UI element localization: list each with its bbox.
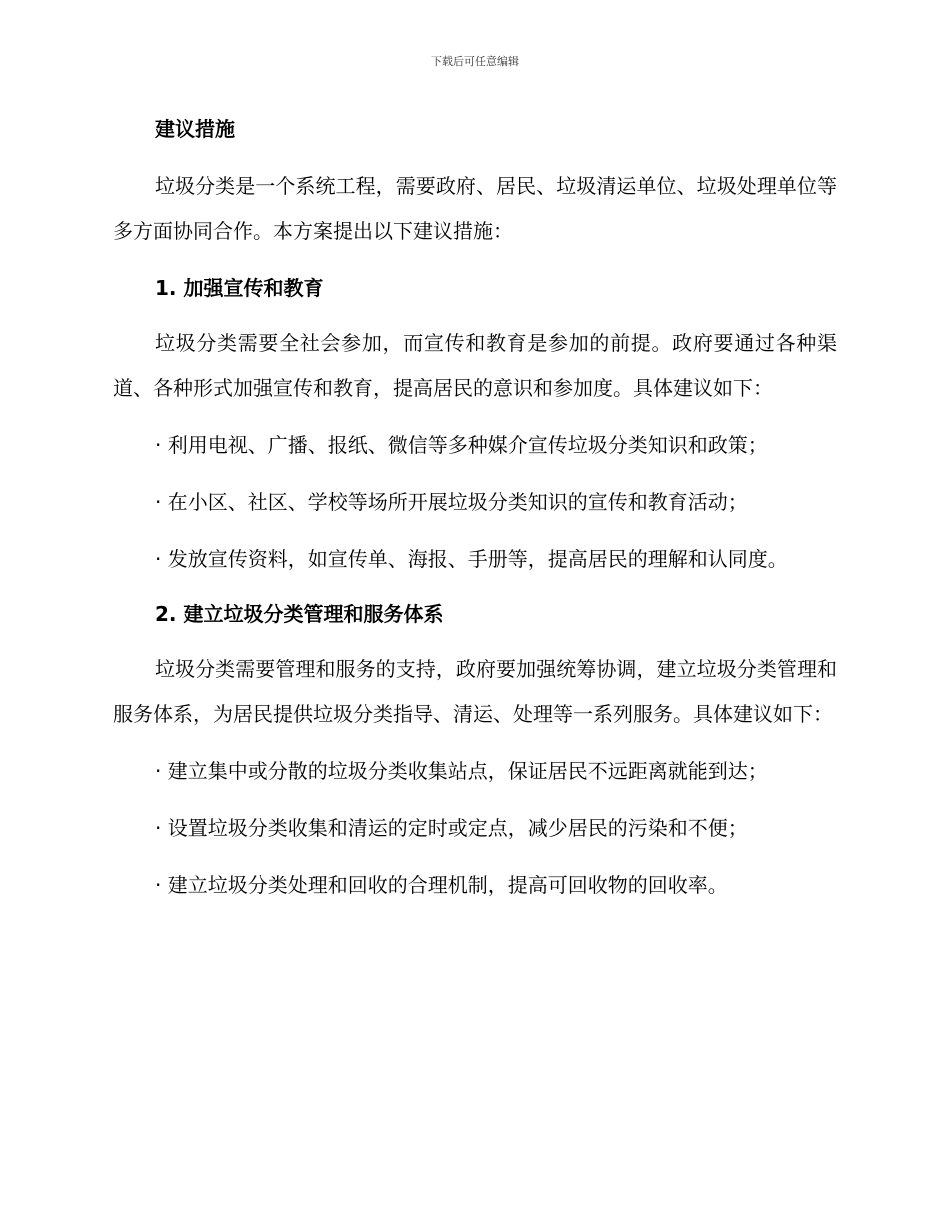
page-header: 下载后可任意编辑 <box>431 55 519 68</box>
section-2-bullet: · 建立垃圾分类处理和回收的合理机制，提高可回收物的回收率。 <box>155 873 728 897</box>
section-2-paragraph: 垃圾分类需要管理和服务的支持，政府要加强统筹协调，建立垃圾分类管理和服务体系，为居民提供垃圾分类指导、清运、处理等一系列服务。具体建议如下： <box>113 657 837 726</box>
section-1-bullet: · 发放宣传资料，如宣传单、海报、手册等，提高居民的理解和认同度。 <box>155 547 788 571</box>
section-2-heading: 2. 建立垃圾分类管理和服务体系 <box>155 602 444 626</box>
section-title: 建议措施 <box>155 117 235 141</box>
section-1-bullet: · 在小区、社区、学校等场所开展垃圾分类知识的宣传和教育活动； <box>155 490 748 514</box>
intro-paragraph: 垃圾分类是一个系统工程，需要政府、居民、垃圾清运单位、垃圾处理单位等多方面协同合作。本方案提出以下建议措施： <box>113 174 837 243</box>
section-1-heading: 1. 加强宣传和教育 <box>155 276 324 300</box>
document-body <box>113 112 837 908</box>
section-2-bullet: · 设置垃圾分类收集和清运的定时或定点，减少居民的污染和不便； <box>155 816 748 840</box>
section-1-bullet: · 利用电视、广播、报纸、微信等多种媒介宣传垃圾分类知识和政策； <box>155 433 768 457</box>
section-2-bullet: · 建立集中或分散的垃圾分类收集站点，保证居民不远距离就能到达； <box>155 759 768 783</box>
section-1-paragraph: 垃圾分类需要全社会参加，而宣传和教育是参加的前提。政府要通过各种渠道、各种形式加强宣传和教育，提高居民的意识和参加度。具体建议如下： <box>113 331 837 400</box>
